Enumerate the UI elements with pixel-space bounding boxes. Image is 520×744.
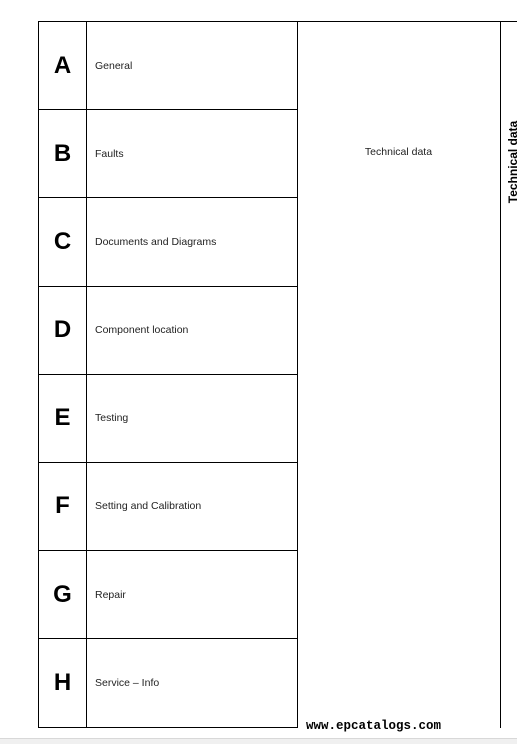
section-row-c[interactable] xyxy=(39,198,297,286)
section-letter: F xyxy=(39,463,87,550)
section-row-e[interactable] xyxy=(39,375,297,463)
technical-data-column xyxy=(297,21,501,728)
section-label: General xyxy=(95,59,133,72)
section-row-b[interactable] xyxy=(39,110,297,198)
section-letter: D xyxy=(39,286,87,373)
section-letter: B xyxy=(39,110,87,197)
side-tab-title-text: Technical data xyxy=(506,120,520,204)
section-label: Component location xyxy=(95,324,189,337)
section-row-g[interactable] xyxy=(39,551,297,639)
section-index-table xyxy=(38,21,298,728)
section-letter: G xyxy=(39,551,87,638)
section-letter: A xyxy=(39,22,87,109)
page-bottom-edge xyxy=(0,738,517,744)
section-row-f[interactable] xyxy=(39,463,297,551)
section-letter: E xyxy=(39,375,87,462)
section-letter: H xyxy=(39,639,87,727)
technical-data-label[interactable]: Technical data xyxy=(364,146,433,158)
watermark-text: www.epcatalogs.com xyxy=(306,719,442,733)
divider xyxy=(500,21,517,22)
section-row-a[interactable] xyxy=(39,22,297,110)
section-letter: C xyxy=(39,198,87,285)
section-label: Setting and Calibration xyxy=(95,500,202,513)
side-tab-title xyxy=(503,112,520,212)
section-label: Faults xyxy=(95,147,124,160)
section-label: Testing xyxy=(95,412,129,425)
section-row-h[interactable] xyxy=(39,639,297,727)
section-label: Documents and Diagrams xyxy=(95,235,217,248)
section-label: Repair xyxy=(95,588,126,601)
section-row-d[interactable] xyxy=(39,286,297,374)
section-label: Service – Info xyxy=(95,677,160,690)
